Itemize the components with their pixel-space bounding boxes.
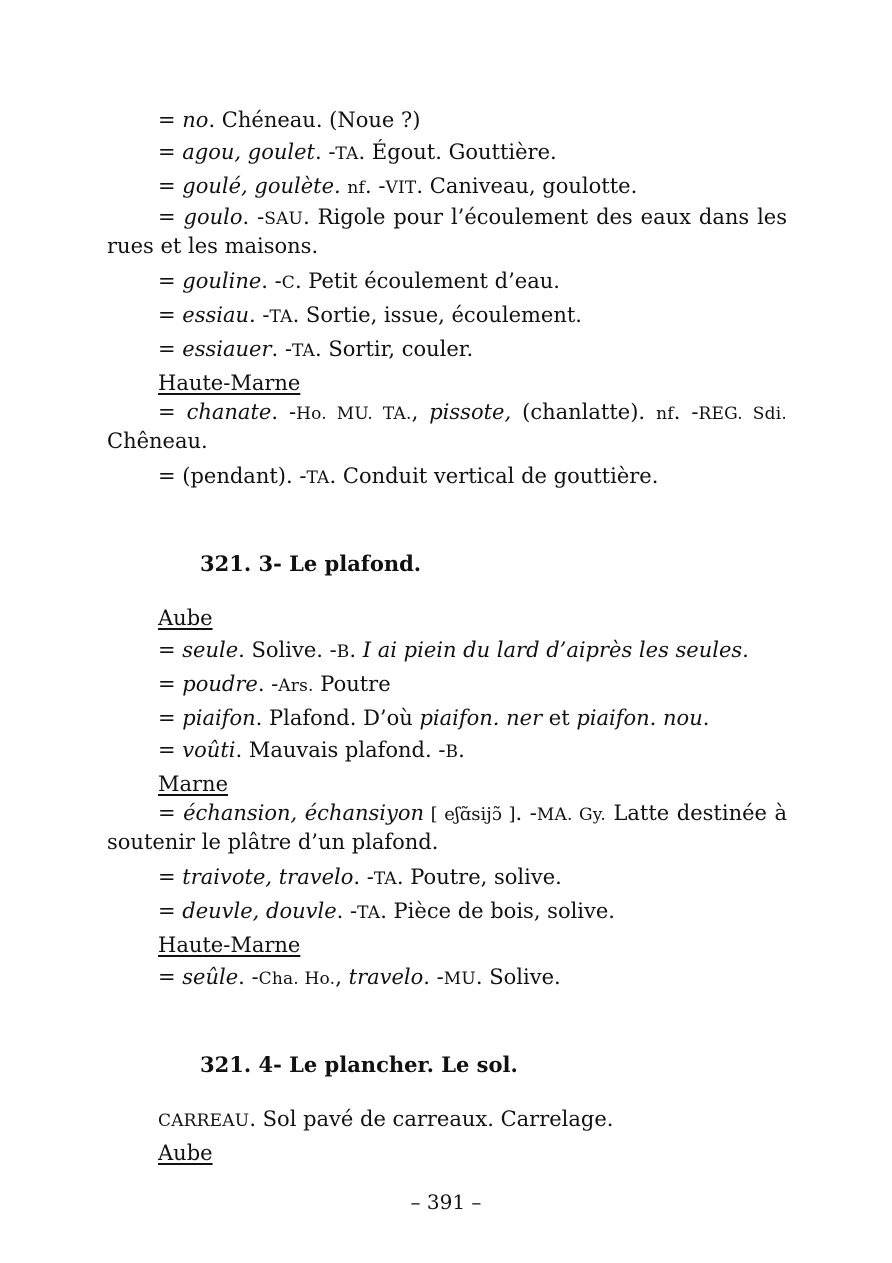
entry-chanate: = chanate. -Ho. MU. TA., pissote, (chanlatte). nf. -REG. Sdi. Chêneau. (107, 400, 787, 453)
entry-piaifon: = piaifon. Plafond. D’où piaifon. ner et piaifon. nou. (158, 706, 710, 730)
entry-no: = no. Chéneau. (Noue ?) (158, 108, 421, 132)
entry-deuvle: = deuvle, douvle. -TA. Pièce de bois, solive. (158, 899, 615, 923)
entry-essiauer: = essiauer. -TA. Sortir, couler. (158, 337, 474, 361)
entry-pendant: = (pendant). -TA. Conduit vertical de gouttière. (158, 464, 659, 488)
entry-agou: = agou, goulet. -TA. Égout. Gouttière. (158, 140, 557, 164)
region-haute-marne-2: Haute-Marne (158, 933, 301, 957)
page-number: – 391 – (410, 1190, 482, 1214)
entry-vouti: = voûti. Mauvais plafond. -B. (158, 738, 465, 762)
entry-seule-2: = seûle. -Cha. Ho., travelo. -MU. Solive. (158, 965, 561, 989)
entry-goulo: = goulo. -SAU. Rigole pour l’écoulement des eaux dans les rues et les maisons. (107, 205, 787, 258)
entry-goule: = goulé, goulète. nf. -VIT. Caniveau, goulotte. (158, 174, 638, 198)
region-aube-1: Aube (158, 606, 213, 630)
section-heading-321-3: 321. 3- Le plafond. (200, 551, 422, 576)
region-haute-marne-1: Haute-Marne (158, 371, 301, 395)
page-body (107, 104, 787, 1169)
region-marne: Marne (158, 772, 229, 796)
entry-gouline: = gouline. -C. Petit écoulement d’eau. (158, 269, 560, 293)
entry-essiau: = essiau. -TA. Sortie, issue, écoulement. (158, 303, 582, 327)
region-aube-2: Aube (158, 1141, 213, 1165)
entry-carreau: CARREAU. Sol pavé de carreaux. Carrelage. (158, 1107, 614, 1131)
entry-traivote: = traivote, travelo. -TA. Poutre, solive. (158, 865, 562, 889)
entry-echansion: = échansion, échansiyon [ eʃɑ̃sijɔ̃ ]. -MA. Gy. Latte destinée à soutenir le plâtre d’un plafond. (107, 801, 787, 854)
entry-poudre: = poudre. -Ars. Poutre (158, 672, 391, 696)
section-heading-321-4: 321. 4- Le plancher. Le sol. (200, 1052, 518, 1077)
entry-seule: = seule. Solive. -B. I ai piein du lard d’aiprès les seules. (158, 638, 749, 662)
